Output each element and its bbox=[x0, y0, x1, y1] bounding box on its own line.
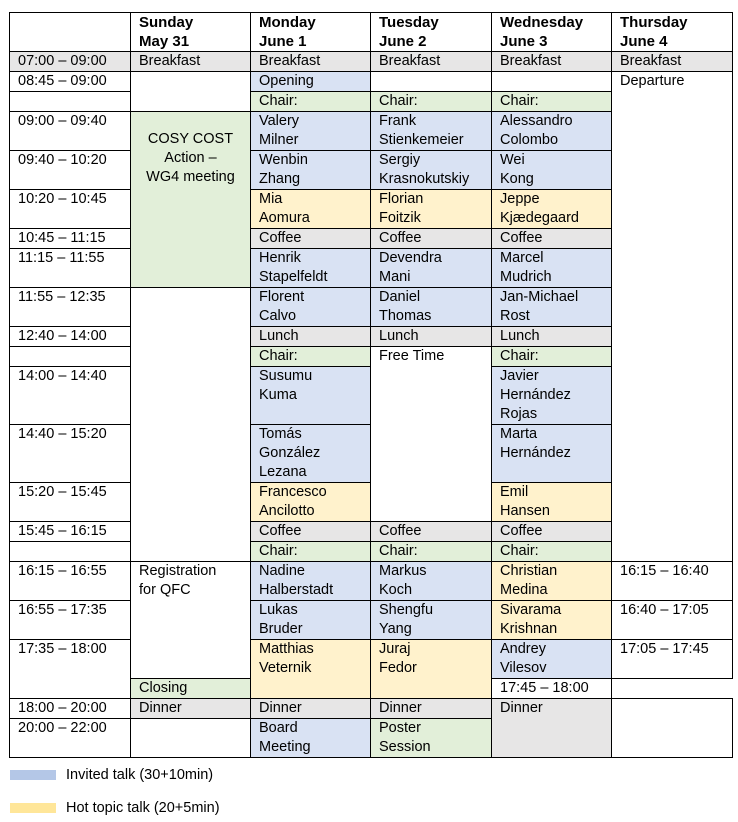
monday-cell: Board Meeting bbox=[251, 719, 371, 758]
tuesday-cell: Frank Stienkemeier bbox=[371, 112, 492, 151]
wednesday-cell: Sivarama Krishnan bbox=[492, 601, 612, 640]
monday-cell: Breakfast bbox=[251, 52, 371, 72]
table-row bbox=[10, 640, 733, 679]
legend-swatch-invited bbox=[10, 770, 56, 780]
table-row bbox=[10, 52, 733, 72]
header-wednesday: Wednesday June 3 bbox=[492, 13, 612, 52]
legend-label: Hot topic talk (20+5min) bbox=[66, 800, 220, 816]
wednesday-cell: Dinner bbox=[492, 699, 612, 758]
wednesday-cell: Javier Hernández Rojas bbox=[492, 367, 612, 425]
monday-cell: Chair: bbox=[251, 92, 371, 112]
tuesday-cell: Markus Koch bbox=[371, 562, 492, 601]
time-cell bbox=[10, 92, 131, 112]
time-cell: 16:55 – 17:35 bbox=[10, 601, 131, 640]
time-cell: 15:45 – 16:15 bbox=[10, 522, 131, 542]
time-cell: 17:35 – 18:00 bbox=[10, 640, 131, 699]
tuesday-cell: Sergiy Krasnokutskiy bbox=[371, 151, 492, 190]
monday-cell: Chair: bbox=[251, 542, 371, 562]
monday-cell: Tomás González Lezana bbox=[251, 425, 371, 483]
wednesday-cell: Lunch bbox=[492, 327, 612, 347]
tuesday-cell: Coffee bbox=[371, 522, 492, 542]
wednesday-cell: Coffee bbox=[492, 229, 612, 249]
time-cell: 14:40 – 15:20 bbox=[10, 425, 131, 483]
monday-cell: Lunch bbox=[251, 327, 371, 347]
tuesday-cell: Florian Foitzik bbox=[371, 190, 492, 229]
tuesday-cell: Dinner bbox=[371, 699, 492, 719]
tuesday-cell: Daniel Thomas bbox=[371, 288, 492, 327]
monday-cell: Opening bbox=[251, 72, 371, 92]
sunday-empty bbox=[131, 719, 251, 758]
monday-cell: Dinner bbox=[251, 699, 371, 719]
wednesday-cell bbox=[492, 72, 612, 92]
header-sunday: Sunday May 31 bbox=[131, 13, 251, 52]
wednesday-cell: Marta Hernández bbox=[492, 425, 612, 483]
schedule-table bbox=[9, 12, 733, 758]
wednesday-cell: Breakfast bbox=[492, 52, 612, 72]
time-cell: 11:15 – 11:55 bbox=[10, 249, 131, 288]
monday-cell: Coffee bbox=[251, 229, 371, 249]
thursday-time: 17:05 – 17:45 bbox=[612, 640, 733, 679]
tuesday-cell: Shengfu Yang bbox=[371, 601, 492, 640]
thursday-departure: Departure bbox=[612, 72, 733, 562]
monday-cell: Valery Milner bbox=[251, 112, 371, 151]
wednesday-cell: Christian Medina bbox=[492, 562, 612, 601]
sunday-empty bbox=[131, 72, 251, 112]
time-cell bbox=[10, 542, 131, 562]
header-monday: Monday June 1 bbox=[251, 13, 371, 52]
wednesday-cell: Andrey Vilesov bbox=[492, 640, 612, 679]
table-row bbox=[10, 699, 733, 719]
header-tuesday: Tuesday June 2 bbox=[371, 13, 492, 52]
wednesday-cell: Chair: bbox=[492, 92, 612, 112]
time-cell: 20:00 – 22:00 bbox=[10, 719, 131, 758]
sunday-cosy-meeting: COSY COST Action – WG4 meeting bbox=[131, 112, 251, 288]
legend-label: Invited talk (30+10min) bbox=[66, 767, 214, 783]
tuesday-cell: Chair: bbox=[371, 92, 492, 112]
sunday-empty bbox=[131, 288, 251, 562]
time-cell: 08:45 – 09:00 bbox=[10, 72, 131, 92]
monday-cell: Chair: bbox=[251, 347, 371, 367]
time-cell: 15:20 – 15:45 bbox=[10, 483, 131, 522]
tuesday-cell: Lunch bbox=[371, 327, 492, 347]
table-row bbox=[10, 72, 733, 92]
wednesday-cell: Chair: bbox=[492, 542, 612, 562]
thursday-time: 16:15 – 16:40 bbox=[612, 562, 733, 601]
time-cell: 14:00 – 14:40 bbox=[10, 367, 131, 425]
monday-cell: Francesco Ancilotto bbox=[251, 483, 371, 522]
wednesday-cell: Emil Hansen bbox=[492, 483, 612, 522]
sunday-dinner: Dinner bbox=[131, 699, 251, 719]
tuesday-cell: Breakfast bbox=[371, 52, 492, 72]
thursday-time: 17:45 – 18:00 bbox=[492, 679, 612, 699]
table-row bbox=[10, 601, 733, 640]
header-thursday: Thursday June 4 bbox=[612, 13, 733, 52]
monday-cell: Florent Calvo bbox=[251, 288, 371, 327]
wednesday-cell: Wei Kong bbox=[492, 151, 612, 190]
tuesday-cell: Juraj Fedor bbox=[371, 640, 492, 699]
time-cell: 09:00 – 09:40 bbox=[10, 112, 131, 151]
tuesday-cell: Chair: bbox=[371, 542, 492, 562]
tuesday-cell: Devendra Mani bbox=[371, 249, 492, 288]
wednesday-cell: Jeppe Kjædegaard bbox=[492, 190, 612, 229]
header-row bbox=[10, 13, 733, 52]
tuesday-free-time: Free Time bbox=[371, 347, 492, 522]
thursday-breakfast: Breakfast bbox=[612, 52, 733, 72]
wednesday-cell: Coffee bbox=[492, 522, 612, 542]
tuesday-cell: Coffee bbox=[371, 229, 492, 249]
time-cell: 10:45 – 11:15 bbox=[10, 229, 131, 249]
monday-cell: Susumu Kuma bbox=[251, 367, 371, 425]
tuesday-cell bbox=[371, 72, 492, 92]
time-cell bbox=[10, 347, 131, 367]
monday-cell: Mia Aomura bbox=[251, 190, 371, 229]
wednesday-cell: Marcel Mudrich bbox=[492, 249, 612, 288]
wednesday-cell: Jan-Michael Rost bbox=[492, 288, 612, 327]
legend-swatch-hot-topic bbox=[10, 803, 56, 813]
time-cell: 18:00 – 20:00 bbox=[10, 699, 131, 719]
time-cell: 12:40 – 14:00 bbox=[10, 327, 131, 347]
monday-cell: Matthias Veternik bbox=[251, 640, 371, 699]
thursday-empty bbox=[612, 699, 733, 758]
sunday-registration: Registration for QFC bbox=[131, 562, 251, 679]
monday-cell: Coffee bbox=[251, 522, 371, 542]
monday-cell: Nadine Halberstadt bbox=[251, 562, 371, 601]
time-cell: 11:55 – 12:35 bbox=[10, 288, 131, 327]
sunday-breakfast: Breakfast bbox=[131, 52, 251, 72]
header-corner bbox=[10, 13, 131, 52]
time-cell: 16:15 – 16:55 bbox=[10, 562, 131, 601]
legend-invited bbox=[10, 767, 213, 783]
time-cell: 07:00 – 09:00 bbox=[10, 52, 131, 72]
wednesday-cell: Chair: bbox=[492, 347, 612, 367]
monday-cell: Lukas Bruder bbox=[251, 601, 371, 640]
wednesday-cell: Closing bbox=[131, 679, 251, 699]
tuesday-cell: Poster Session bbox=[371, 719, 492, 758]
thursday-time: 16:40 – 17:05 bbox=[612, 601, 733, 640]
time-cell: 10:20 – 10:45 bbox=[10, 190, 131, 229]
time-cell: 09:40 – 10:20 bbox=[10, 151, 131, 190]
monday-cell: Henrik Stapelfeldt bbox=[251, 249, 371, 288]
wednesday-cell: Alessandro Colombo bbox=[492, 112, 612, 151]
legend-hot-topic bbox=[10, 800, 220, 816]
monday-cell: Wenbin Zhang bbox=[251, 151, 371, 190]
table-row bbox=[10, 562, 733, 601]
